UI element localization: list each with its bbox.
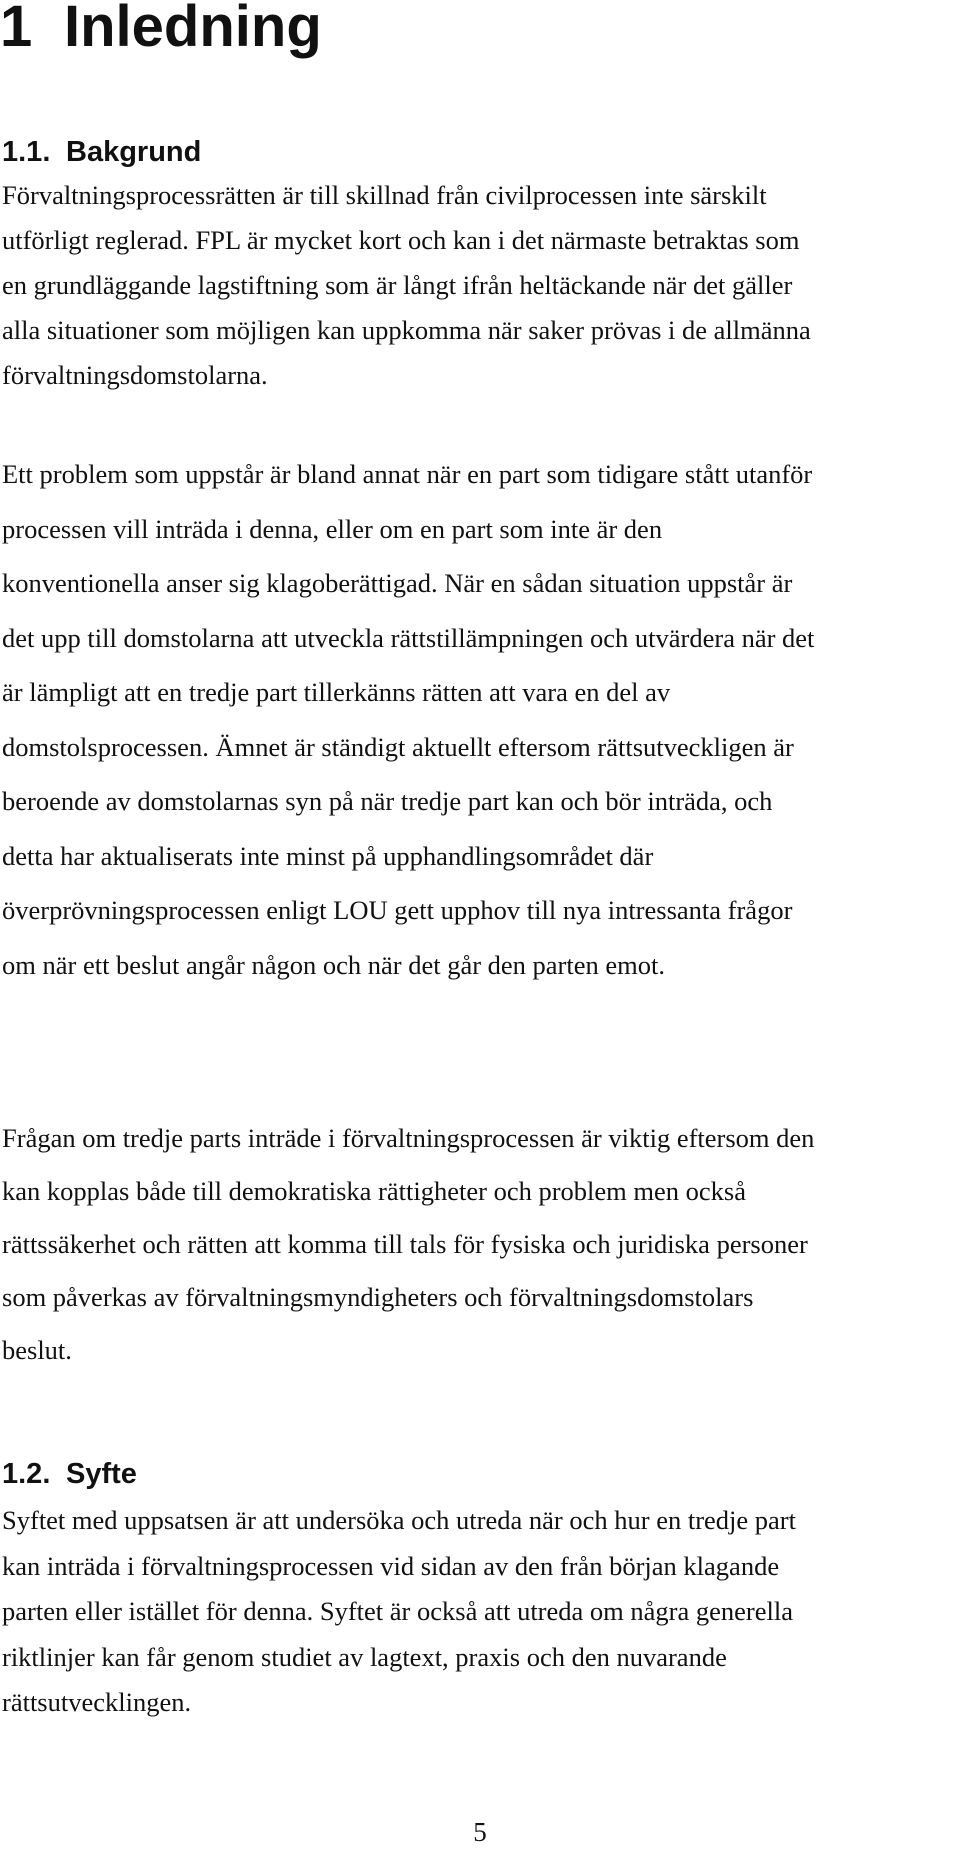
- section-heading-bakgrund: [2, 134, 201, 170]
- text-line: detta har aktualiserats inte minst på upphandlingsområdet där: [2, 840, 654, 871]
- section-number: 1.1.: [2, 136, 51, 168]
- text-line: är lämpligt att en tredje part tillerkänns rätten att vara en del av: [2, 677, 671, 707]
- text-line: förvaltningsdomstolarna.: [2, 360, 268, 390]
- text-line: det upp till domstolarna att utveckla rättstillämpningen och utvärdera när det: [2, 622, 815, 653]
- text-line: alla situationer som möjligen kan uppkomma när saker prövas i de allmänna: [2, 315, 811, 345]
- text-line: processen vill inträda i denna, eller om en part som inte är den: [2, 513, 663, 544]
- paragraph-bakgrund-2: [2, 447, 960, 992]
- paragraph-syfte-1: [2, 1498, 960, 1726]
- text-line: beroende av domstolarnas syn på när tredje part kan och bör inträda, och: [2, 786, 773, 816]
- chapter-title: [0, 0, 322, 62]
- text-line: domstolsprocessen. Ämnet är ständigt aktuellt eftersom rättsutveckligen är: [2, 731, 794, 762]
- text-line: Frågan om tredje parts inträde i förvaltningsprocessen är viktig eftersom den: [2, 1123, 815, 1153]
- text-line: en grundläggande lagstiftning som är långt ifrån heltäckande när det gäller: [2, 270, 793, 300]
- text-line: utförligt reglerad. FPL är mycket kort och kan i det närmaste betraktas som: [2, 225, 800, 255]
- text-line: om när ett beslut angår någon och när det går den parten emot.: [2, 949, 665, 980]
- text-line: parten eller istället för denna. Syftet är också att utreda om några generella: [2, 1596, 793, 1626]
- text-line: Förvaltningsprocessrätten är till skillnad från civilprocessen inte särskilt: [2, 180, 767, 210]
- paragraph-bakgrund-3: [2, 1112, 960, 1377]
- text-line: Ett problem som uppstår är bland annat när en part som tidigare stått utanför: [2, 459, 813, 489]
- text-line: rättssäkerhet och rätten att komma till tals för fysiska och juridiska personer: [2, 1229, 808, 1259]
- text-line: rättsutvecklingen.: [2, 1687, 192, 1717]
- section-heading-syfte: [2, 1456, 137, 1492]
- text-line: riktlinjer kan får genom studiet av lagtext, praxis och den nuvarande: [2, 1641, 727, 1672]
- text-line: överprövningsprocessen enligt LOU gett upphov till nya intressanta frågor: [2, 895, 793, 925]
- text-line: Syftet med uppsatsen är att undersöka och utreda när och hur en tredje part: [2, 1505, 796, 1535]
- text-line: kan kopplas både till demokratiska rättigheter och problem men också: [2, 1176, 746, 1206]
- section-number: 1.2.: [2, 1458, 51, 1490]
- paragraph-bakgrund-1: [2, 173, 960, 398]
- section-title: Bakgrund: [66, 136, 202, 168]
- chapter-number: 1: [0, 0, 33, 59]
- text-line: beslut.: [2, 1335, 72, 1365]
- page-number: 5: [473, 1817, 487, 1847]
- text-line: kan inträda i förvaltningsprocessen vid sidan av den från början klagande: [2, 1550, 780, 1581]
- chapter-title-text: Inledning: [64, 0, 322, 59]
- section-title: Syfte: [66, 1458, 137, 1490]
- text-line: konventionella anser sig klagoberättigad. När en sådan situation uppstår är: [2, 568, 793, 598]
- text-line: som påverkas av förvaltningsmyndigheters och förvaltningsdomstolars: [2, 1282, 754, 1312]
